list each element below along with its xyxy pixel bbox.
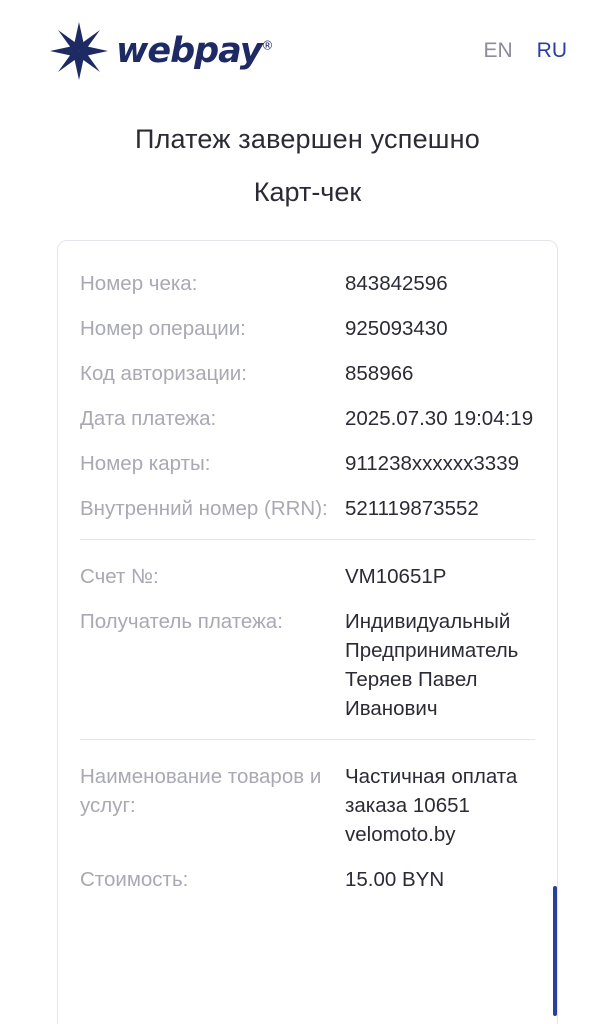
- receipt-row: [80, 865, 535, 894]
- receipt-row: [80, 607, 535, 723]
- site-header: [0, 0, 615, 84]
- receipt-row: [80, 449, 535, 478]
- row-label: Счет №:: [80, 565, 159, 588]
- row-label: Стоимость:: [80, 868, 189, 891]
- page-scrollbar[interactable]: [553, 886, 557, 1016]
- row-label: Номер операции:: [80, 317, 246, 340]
- page-subtitle: Карт-чек: [253, 177, 362, 207]
- row-label: Номер чека:: [80, 272, 198, 295]
- receipt-card: [57, 240, 558, 1024]
- row-label: Получатель платежа:: [80, 610, 283, 633]
- lang-en-link[interactable]: EN: [483, 39, 513, 62]
- page-title: Платеж завершен успешно: [134, 124, 480, 154]
- receipt-row: [80, 269, 535, 298]
- row-label: Наименование товаров и услуг:: [80, 765, 322, 817]
- row-label: Номер карты:: [80, 452, 211, 475]
- webpay-logo[interactable]: [48, 20, 273, 82]
- lang-ru-link[interactable]: RU: [536, 39, 567, 62]
- receipt-group-goods: [80, 762, 535, 894]
- row-value: 925093430: [345, 317, 448, 340]
- row-value: VM10651P: [345, 565, 447, 588]
- row-value: 843842596: [345, 272, 448, 295]
- receipt-row: [80, 562, 535, 591]
- receipt-group-merchant: [80, 562, 535, 723]
- star-icon: [48, 20, 110, 82]
- language-switcher: [483, 39, 591, 63]
- receipt-row: [80, 404, 535, 433]
- row-value: 858966: [345, 362, 414, 385]
- row-value: 521119873552: [345, 497, 479, 520]
- row-label: Дата платежа:: [80, 407, 217, 430]
- row-label: Код авторизации:: [80, 362, 247, 385]
- section-divider: [80, 539, 535, 540]
- section-divider: [80, 739, 535, 740]
- receipt-row: [80, 762, 535, 849]
- receipt-row: [80, 359, 535, 388]
- receipt-group-transaction: [80, 269, 535, 523]
- row-value: 911238xxxxxx3339: [345, 452, 519, 475]
- logo-wordmark: webpay®: [116, 31, 273, 71]
- receipt-row: [80, 314, 535, 343]
- registered-mark: ®: [261, 38, 273, 53]
- row-value: Частичная оплата заказа 10651 velomoto.by: [345, 765, 518, 846]
- row-value: 15.00 BYN: [345, 868, 445, 891]
- row-label: Внутренний номер (RRN):: [80, 497, 328, 520]
- receipt-row: [80, 494, 535, 523]
- row-value: Индивидуальный Предприниматель Теряев Павел Иванович: [345, 610, 519, 720]
- row-value: 2025.07.30 19:04:19: [345, 407, 534, 430]
